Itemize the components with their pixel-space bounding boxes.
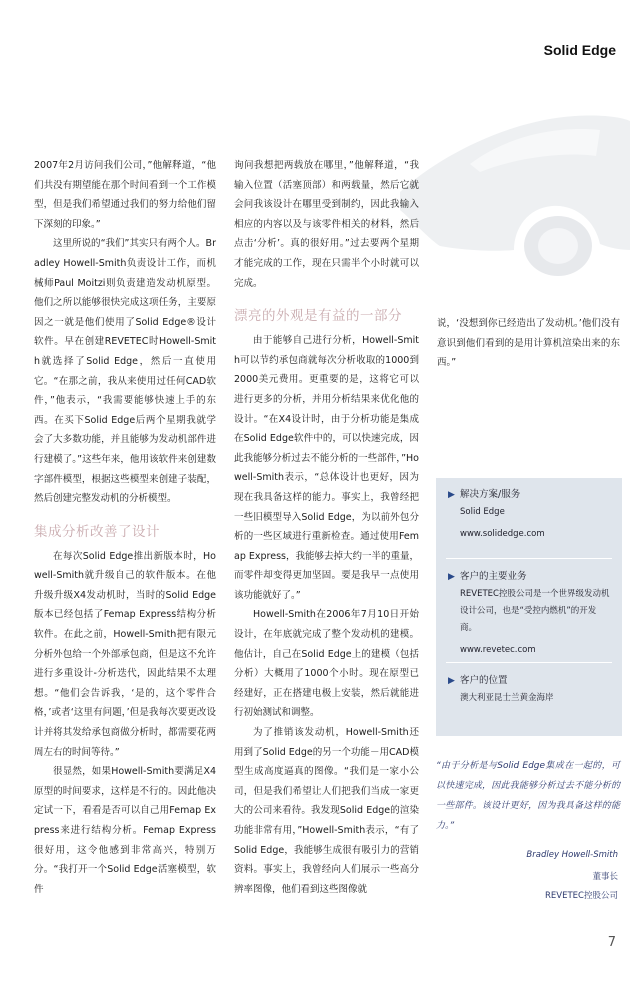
article-column-1 [34, 156, 216, 899]
solution-link[interactable]: www.solidedge.com [460, 529, 545, 539]
business-title [448, 570, 612, 584]
divider [446, 558, 612, 559]
paragraph: 说，‘没想到你已经造出了发动机。’他们没有意识到他们看到的是用计算机渲染出来的东西。” [437, 318, 620, 369]
divider [446, 662, 612, 663]
article-column-3 [437, 314, 620, 373]
paragraph: 很显然，如果Howell-Smith要满足X4原型的时间要求，这样是不行的。因此他决定试一下，看看是否可以自己用Femap Express来进行结构分析。Femap Express很好用，这令他感到非常高兴，特别万分。“我打开一个Solid Edge活塞模型，软件 [34, 766, 216, 895]
customer-info-box [436, 478, 622, 736]
quote-author-company: REVETEC控股公司 [545, 891, 618, 901]
business-title-text: 客户的主要业务 [460, 571, 527, 582]
paragraph: 询问我想把两载放在哪里，”他解释道，“我输入位置（活塞顶部）和两载量，然后它就会问我该设计在哪里受到制约，因此我输入相应的内容以及与该零件相关的材料，然后点击‘分析’。真的很好用。”过去要两个星期才能完成的工作，现在只需半个小时就可以完成。 [234, 160, 419, 289]
business-section [448, 570, 612, 657]
page-number: 7 [607, 935, 616, 950]
location-title-text: 客户的位置 [460, 675, 508, 686]
pull-quote: “由于分析是与Solid Edge集成在一起的，可以快速完成，因此我能够分析过去不能分析的一些部件。该设计更好，因为我具备这样的能力。” [436, 761, 620, 831]
arrow-right-icon: ▶ [448, 490, 455, 500]
section-heading: 漂亮的外观是有益的一部分 [234, 308, 402, 325]
business-link[interactable]: www.revetec.com [460, 645, 536, 655]
solution-title [448, 488, 612, 502]
paragraph: Howell-Smith在2006年7月10日开始设计，在年底就完成了整个发动机的建模。他估计，自己在Solid Edge上的建模（包括分析）大概用了1000个小时。现在原型已经建好，正在搭建电极上安装，然后就能进行初始测试和调整。 [234, 609, 419, 719]
brand-header: Solid Edge [543, 42, 616, 58]
article-column-2 [234, 156, 419, 899]
arrow-right-icon: ▶ [448, 572, 455, 582]
solution-section [448, 488, 612, 541]
paragraph: 为了推销该发动机，Howell-Smith还用到了Solid Edge的另一个功能－用CAD模型生成高度逼真的图像。“我们是一家小公司，但是我们希望让人们把我们当成一家更大的公司来看待。我发现Solid Edge的渲染功能非常有用，”Howell-Smith表示，“有了Solid Edge，我能够生成很有吸引力的营销资料。事实上，我曾经向人们展示一些高分辨率图像，他们看到这些图像就 [234, 727, 419, 895]
car-silhouette-graphic [400, 100, 630, 280]
quote-author-title: 董事长 [592, 872, 618, 882]
location-value: 澳大利亚昆士兰黄金海岸 [460, 693, 554, 703]
arrow-right-icon: ▶ [448, 676, 455, 686]
location-title [448, 674, 612, 688]
paragraph: 在每次Solid Edge推出新版本时，Howell-Smith就升级自己的软件版本。在他升级升级X4发动机时，当时的Solid Edge版本已经包括了Femap Express结构分析软件。在此之前，Howell-Smith把有限元分析外包给一个外部承包商，但是这不允许进行多重设计-分析迭代，因此结果不太理想。“他们会告诉我，‘是的，这个零件合格，’或者‘这里有问题，’但是我每次要更改设计并将其发给承包商做分析时，都需要花两周左右的时间等待。” [34, 550, 216, 758]
quote-author: Bradley Howell-Smith [526, 850, 618, 860]
solution-product: Solid Edge [460, 507, 505, 517]
location-section [448, 674, 612, 707]
paragraph: 2007年2月访问我们公司，”他解释道，“他们共没有期望能在那个时间看到一个工作模型，但是我们希望通过我们的努力给他们留下深刻的印象。” [34, 160, 216, 230]
paragraph: 这里所说的“我们”其实只有两个人。Bradley Howell-Smith负责设计工作，而机械师Paul Moitzi则负责建造发动机原型。他们之所以能够很快完成这项任务，主要原因之一就是他们使用了Solid Edge®设计软件。早在创建REVETEC时Howell-Smith就选择了Solid Edge，然后一直使用它。“在那之前，我从来使用过任何CAD软件，”他表示，“我需要能够快速上手的东西。在买下Solid Edge后两个星期我就学会了大多数功能，并且能够为发动机部件进行建模了。”这些年来，他用该软件来创建数字部件模型，根据这些模型来创建子装配，然后创建完整发动机的分析模型。 [34, 238, 216, 505]
solution-title-text: 解决方案/服务 [460, 489, 521, 500]
section-heading: 集成分析改善了设计 [34, 523, 160, 540]
business-description: REVETEC控股公司是一个世界级发动机设计公司，也是“受控内燃机”的开发商。 [460, 589, 610, 633]
paragraph: 由于能够自己进行分析，Howell-Smith可以节约承包商就每次分析收取的1000到2000美元费用。更重要的是，这将它可以进行更多的分析，并用分析结果来优化他的设计。“在X4设计时，由于分析功能是集成在Solid Edge软件中的，可以快速完成，因此我能够分析过去不能分析的一些部件，”Howell-Smith表示，“总体设计也更好，因为现在我具备这样的能力。事实上，我曾经把一些旧模型导入Solid Edge，为以前外包分析的一些区域进行重新检查。通过使用Femap Express，我能够去掉大约一半的重量，而零件却变得更加坚固。要是我早一点使用该功能就好了。” [234, 335, 419, 601]
